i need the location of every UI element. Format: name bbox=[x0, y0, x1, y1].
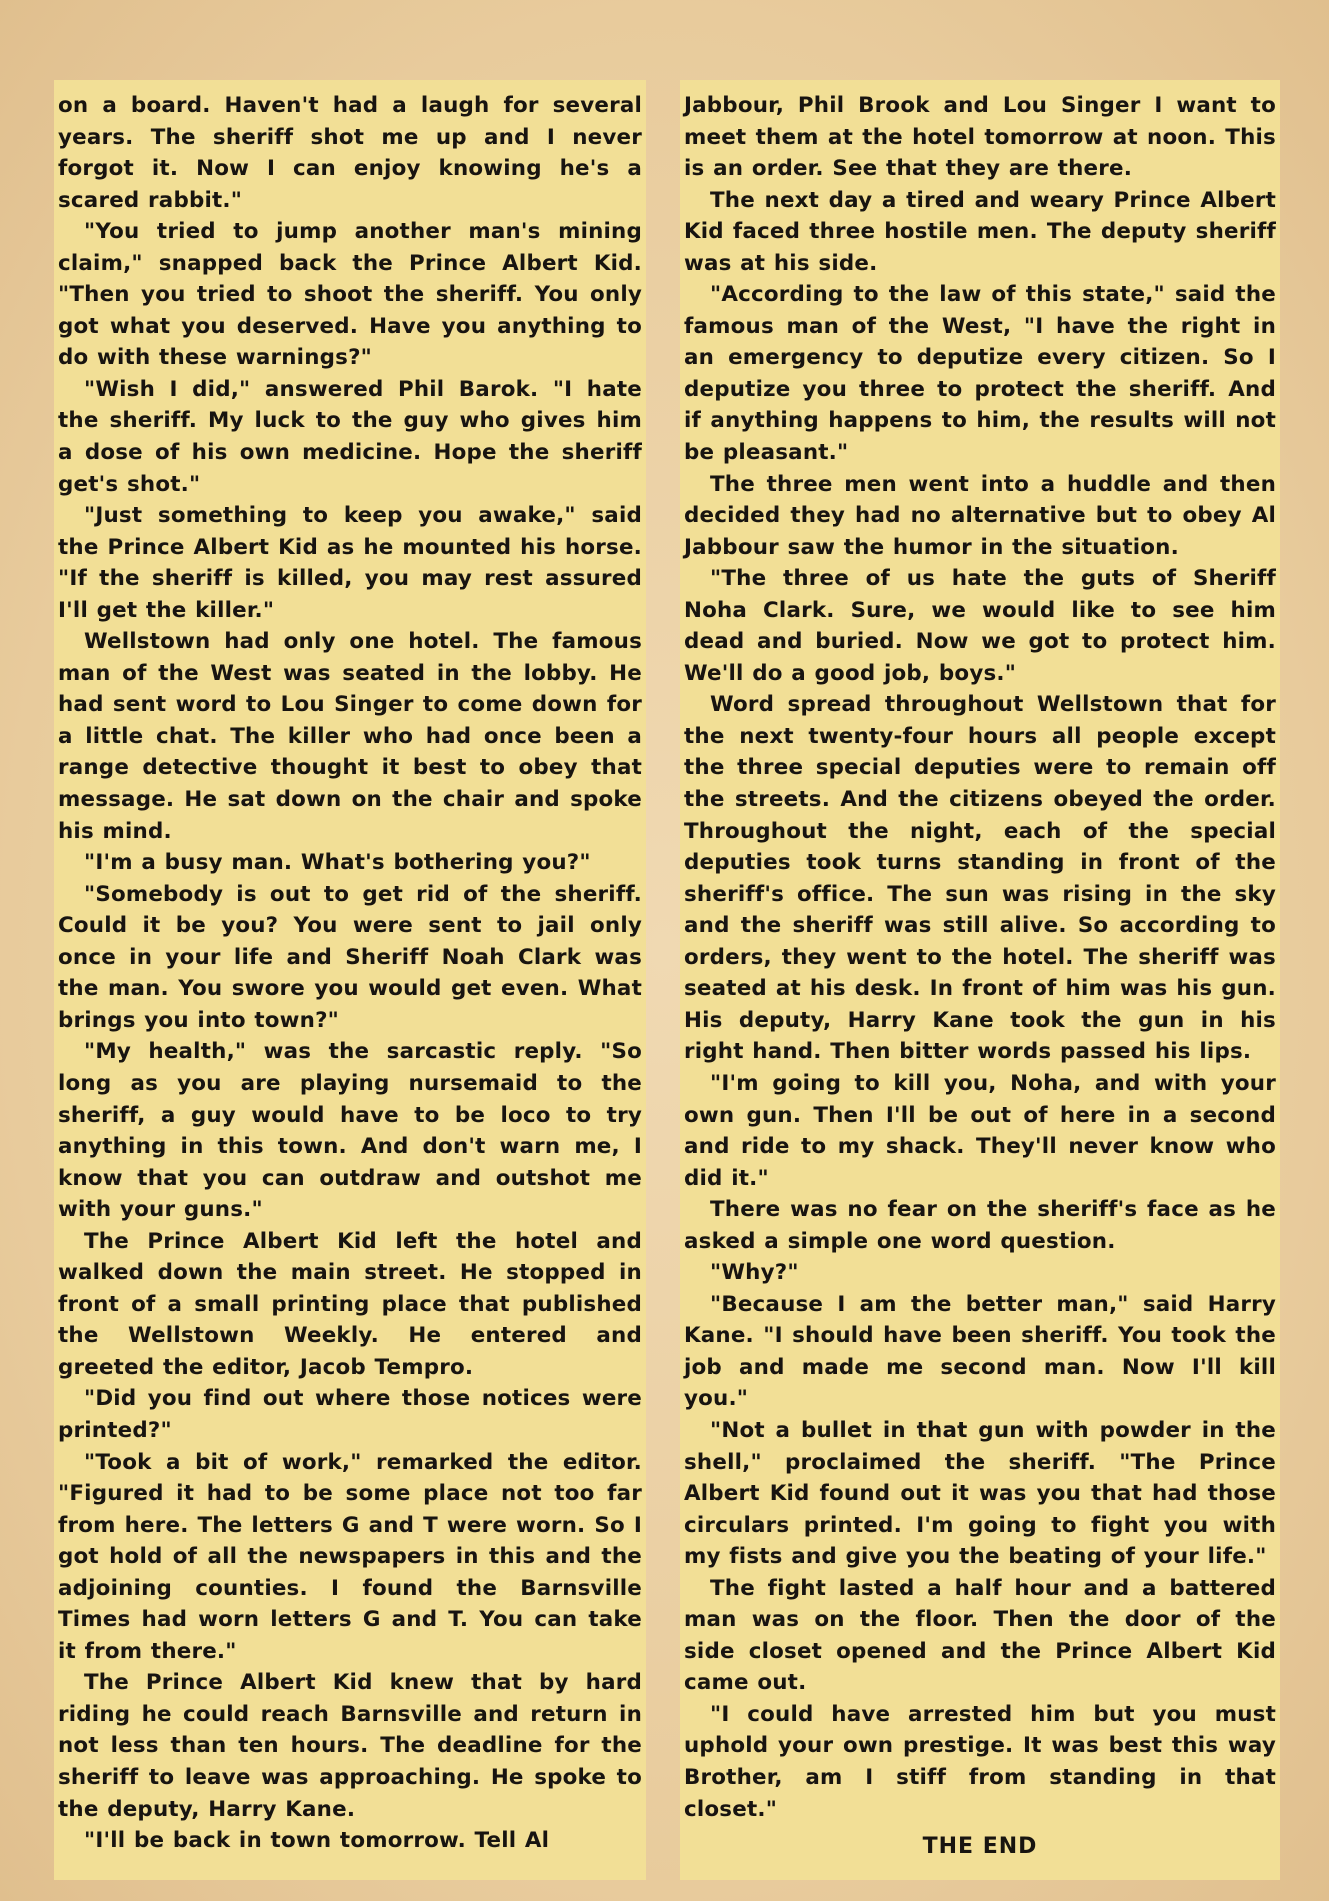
paragraph: The Prince Albert Kid knew that by hard riding he could reach Barnsville and return in not less than ten hours. The deadline for the sheriff to leave was approaching. He spoke to the deputy, Harry Kane. bbox=[58, 1670, 642, 1822]
paragraph: The fight lasted a half hour and a battered man was on the floor. Then the door of the side closet opened and the Prince Albert Kid came out. bbox=[684, 1575, 1276, 1696]
paragraph: "My health," was the sarcastic reply. "So long as you are playing nursemaid to the sheriff, a guy would have to be loco to try anything in this town. And don't warn me, I know that you can outdraw and outshot me with your guns." bbox=[58, 1039, 642, 1223]
paragraph: There was no fear on the sheriff's face as he asked a simple one word question. bbox=[684, 1197, 1276, 1254]
the-end-label: THE END bbox=[922, 1834, 1038, 1860]
paragraph: "Because I am the better man," said Harry Kane. "I should have been sheriff. You took the job and made me second man. Now I'll kill you." bbox=[684, 1291, 1276, 1412]
paragraph: Word spread throughout Wellstown that for the next twenty-four hours all people except the three special deputies were to remain off the streets. And the citizens obeyed the order. Throughout the night, each of the special deputies took turns standing in front of the sheriff's office. The sun was rising in the sky and the sheriff was still alive. So according to orders, they went to the hotel. The sheriff was seated at his desk. In front of him was his gun. His deputy, Harry Kane took the gun in his right hand. Then bitter words passed his lips. bbox=[684, 692, 1276, 1065]
paragraph: "You tried to jump another man's mining claim," snapped back the Prince Albert Kid. "Then you tried to shoot the sheriff. You only got what you deserved. Have you anything to do with these warnings?" bbox=[58, 219, 642, 371]
paragraph: "I'm a busy man. What's bothering you?" bbox=[84, 850, 591, 876]
paragraph: Wellstown had only one hotel. The famous man of the West was seated in the lobby. He had sent word to Lou Singer to come down for a little chat. The killer who had once been a range detective thought it best to obey that message. He sat down on the chair and spoke his mind. bbox=[58, 629, 642, 844]
paragraph: The Prince Albert Kid left the hotel and walked down the main street. He stopped in front of a small printing place that published the Wellstown Weekly. He entered and greeted the editor, Jacob Tempro. bbox=[58, 1228, 642, 1380]
paragraph: on a board. Haven't had a laugh for several years. The sheriff shot me up and I never forgot it. Now I can enjoy knowing he's a scared rabbit." bbox=[58, 93, 642, 213]
paragraph: "Took a bit of work," remarked the editor. "Figured it had to be some place not too far from here. The letters G and T were worn. So I got hold of all the newspapers in this and the adjoining counties. I found the Barnsville Times had worn letters G and T. You can take it from there." bbox=[58, 1449, 642, 1664]
paragraph: "Not a bullet in that gun with powder in the shell," proclaimed the sheriff. "The Prince Albert Kid found out it was you that had those circulars printed. I'm going to fight you with my fists and give you the beating of your life." bbox=[684, 1417, 1276, 1570]
paragraph: The three men went into a huddle and then decided they had no alternative but to obey Al Jabbour saw the humor in the situation. bbox=[684, 471, 1276, 560]
paragraph: "Somebody is out to get rid of the sheriff. Could it be you? You were sent to jail only once in your life and Sheriff Noah Clark was the man. You swore you would get even. What brings you into town?" bbox=[58, 881, 642, 1033]
paragraph: "I could have arrested him but you must uphold your own prestige. It was best this way Brother, am I stiff from standing in that closet." bbox=[684, 1701, 1276, 1822]
paragraph: "I'm going to kill you, Noha, and with your own gun. Then I'll be out of here in a second and ride to my shack. They'll never know who did it." bbox=[684, 1070, 1276, 1191]
paragraph: "Just something to keep you awake," said the Prince Albert Kid as he mounted his horse. "If the sheriff is killed, you may rest assured I'll get the killer." bbox=[58, 503, 642, 623]
paragraph: "Did you find out where those notices were printed?" bbox=[58, 1386, 642, 1443]
paragraph: "I'll be back in town tomorrow. Tell Al bbox=[84, 1828, 550, 1854]
paragraph: "Wish I did," answered Phil Barok. "I hate the sheriff. My luck to the guy who gives him a dose of his own medicine. Hope the sheriff get's shot." bbox=[58, 376, 642, 497]
left-text-column bbox=[54, 80, 646, 1880]
paragraph: The next day a tired and weary Prince Albert Kid faced three hostile men. The deputy sheriff was at his side. bbox=[684, 187, 1276, 276]
paragraph: "Why?" bbox=[710, 1260, 799, 1286]
paragraph: "According to the law of this state," said the famous man of the West, "I have the right in an emergency to deputize every citizen. So I deputize you three to protect the sheriff. And if anything happens to him, the results will not be pleasant." bbox=[684, 282, 1276, 466]
paragraph: Jabbour, Phil Brook and Lou Singer I want to meet them at the hotel tomorrow at noon. This is an order. See that they are there. bbox=[684, 93, 1276, 182]
right-text-column bbox=[680, 80, 1280, 1880]
paragraph: "The three of us hate the guts of Sheriff Noha Clark. Sure, we would like to see him dead and buried. Now we got to protect him. We'll do a good job, boys." bbox=[684, 566, 1276, 686]
